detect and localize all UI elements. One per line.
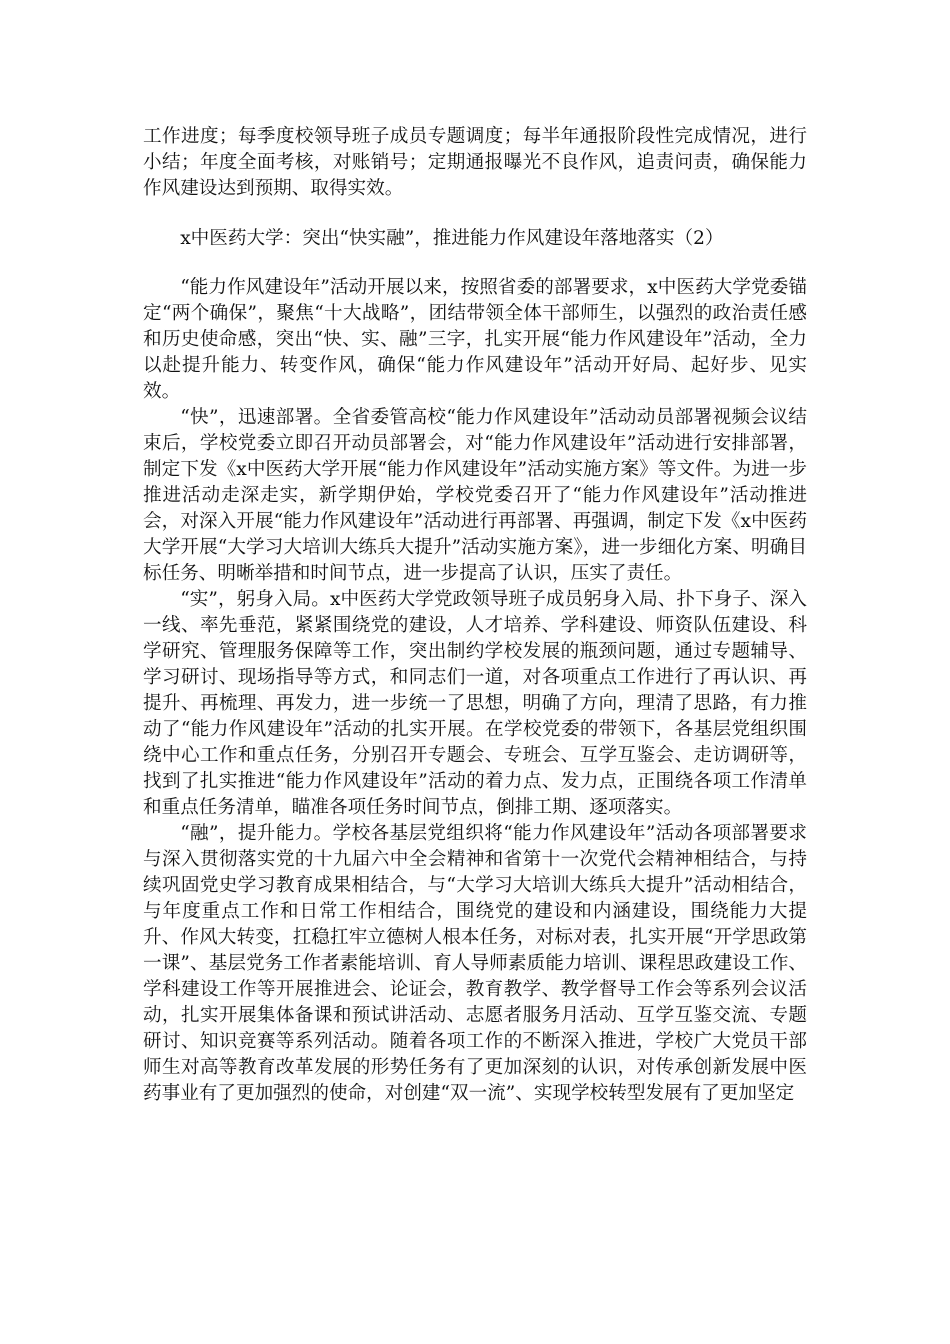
continuation-paragraph: 工作进度；每季度校领导班子成员专题调度；每半年通报阶段性完成情况，进行小结；年度全面考核，对账销号；定期通报曝光不良作风，追责问责，确保能力作风建设达到预期、取得实效。: [143, 126, 807, 199]
body-paragraph-kuai: “快”，迅速部署。全省委管高校“能力作风建设年”活动动员部署视频会议结束后，学校党委立即召开动员部署会，对“能力作风建设年”活动进行安排部署，制定下发《x中医药大学开展“能力作风建设年”活动实施方案》等文件。为进一步推进活动走深走实，新学期伊始，学校党委召开了“能力作风建设年”活动推进会，对深入开展“能力作风建设年”活动进行再部署、再强调，制定下发《x中医药大学开展“大学习大培训大练兵大提升”活动实施方案》，进一步细化方案、明确目标任务、明晰举措和时间节点，进一步提高了认识，压实了责任。: [143, 407, 807, 584]
body-paragraph-intro: “能力作风建设年”活动开展以来，按照省委的部署要求，x中医药大学党委锚定“两个确保”，聚焦“十大战略”，团结带领全体干部师生，以强烈的政治责任感和历史使命感，突出“快、实、融”三字，扎实开展“能力作风建设年”活动，全力以赴提升能力、转变作风，确保“能力作风建设年”活动开好局、起好步、见实效。: [143, 277, 807, 402]
document-continuation-text: [143, 124, 807, 202]
body-paragraph-shi: “实”，躬身入局。x中医药大学党政领导班子成员躬身入局、扑下身子、深入一线、率先垂范，紧紧围绕党的建设，人才培养、学科建设、师资队伍建设、科学研究、管理服务保障等工作，突出制约学校发展的瓶颈问题，通过专题辅导、学习研讨、现场指导等方式，和同志们一道，对各项重点工作进行了再认识、再提升、再梳理、再发力，进一步统一了思想，明确了方向，理清了思路，有力推动了“能力作风建设年”活动的扎实开展。在学校党委的带领下，各基层党组织围绕中心工作和重点任务，分别召开专题会、专班会、互学互鉴会、走访调研等，找到了扎实推进“能力作风建设年”活动的着力点、发力点，正围绕各项工作清单和重点任务清单，瞄准各项任务时间节点，倒排工期、逐项落实。: [143, 589, 807, 818]
body-paragraph-rong: “融”，提升能力。学校各基层党组织将“能力作风建设年”活动各项部署要求与深入贯彻落实党的十九届六中全会精神和省第十一次党代会精神相结合，与持续巩固党史学习教育成果相结合，与“大学习大培训大练兵大提升”活动相结合，与年度重点工作和日常工作相结合，围绕党的建设和内涵建设，围绕能力大提升、作风大转变，扛稳扛牢立德树人根本任务，对标对表，扎实开展“开学思政第一课”、基层党务工作者素能培训、育人导师素质能力培训、课程思政建设工作、学科建设工作等开展推进会、论证会，教育教学、教学督导工作会等系列会议活动，扎实开展集体备课和预试讲活动、志愿者服务月活动、互学互鉴交流、专题研讨、知识竞赛等系列活动。随着各项工作的不断深入推进，学校广大党员干部师生对高等教育改革发展的形势任务有了更加深刻的认识，对传承创新发展中医药事业有了更加强烈的使命，对创建“双一流”、实现学校转型发展有了更加坚定: [143, 823, 807, 1104]
document-heading: [143, 226, 807, 252]
document-body: [143, 275, 807, 1107]
article-heading: x中医药大学：突出“快实融”，推进能力作风建设年落地落实（2）: [180, 228, 724, 249]
